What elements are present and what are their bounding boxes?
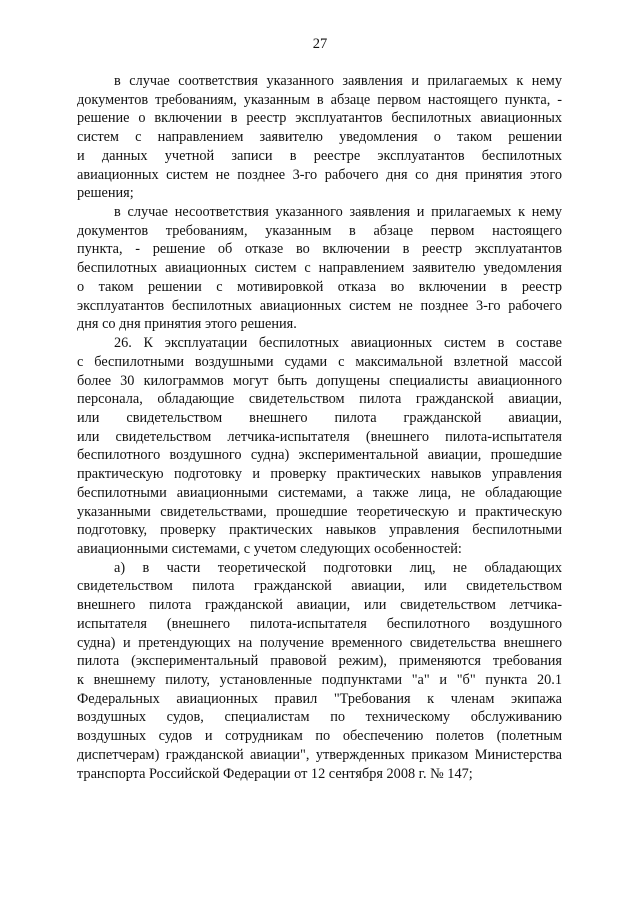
- text-line: беспилотного воздушного судна) экспериментальной авиации, прошедшие: [77, 447, 562, 464]
- text-line: или свидетельством внешнего пилота гражданской авиации,: [77, 409, 562, 426]
- text-line: о таком решении с мотивировкой отказа во включении в реестр: [77, 278, 562, 295]
- text-line: к внешнему пилоту, установленные подпунктами "а" и "б" пункта 20.1: [77, 672, 562, 688]
- text-line: испытателя (внешнего пилота-испытателя беспилотного воздушного: [77, 615, 562, 632]
- text-line: указанными свидетельствами, прошедшие теоретическую и практическую: [77, 503, 562, 520]
- text-line: транспорта Российской Федерации от 12 сентября 2008 г. № 147;: [77, 765, 473, 782]
- text-line: авиационными системами, с учетом следующих особенностей:: [77, 540, 462, 557]
- text-line: судна) и претендующих на получение временного свидетельства внешнего: [77, 634, 562, 651]
- text-line: более 30 килограммов могут быть допущены специалисты авиационного: [77, 372, 562, 389]
- text-line: дня со дня принятия этого решения.: [77, 316, 297, 333]
- text-line: в случае несоответствия указанного заявления и прилагаемых к нему: [114, 204, 562, 221]
- text-line: и данных учетной записи в реестре эксплуатантов беспилотных: [77, 147, 562, 164]
- text-line: или свидетельством летчика-испытателя (внешнего пилота-испытателя: [77, 428, 562, 445]
- text-line: персонала, обладающие свидетельством пилота гражданской авиации,: [77, 391, 562, 408]
- text-line: беспилотных авиационных систем с направлением заявителю уведомления: [77, 260, 562, 277]
- paragraph: [77, 334, 562, 559]
- text-line: Федеральных авиационных правил "Требования к членам экипажа: [77, 690, 562, 707]
- document-body: [77, 72, 562, 783]
- paragraph: [77, 559, 562, 784]
- text-line: свидетельством пилота гражданской авиации, или свидетельством: [77, 578, 562, 595]
- text-line: воздушных судов и сотрудникам по обеспечению полетов (полетным: [77, 728, 562, 745]
- text-line: внешнего пилота гражданской авиации, или свидетельством летчика-: [77, 597, 562, 614]
- text-line: 26. К эксплуатации беспилотных авиационных систем в составе: [114, 335, 562, 352]
- text-line: а) в части теоретической подготовки лиц, не обладающих: [114, 559, 562, 576]
- text-line: с беспилотными воздушными судами с максимальной взлетной массой: [77, 353, 562, 370]
- text-line: подготовку, проверку практических навыков управления беспилотными: [77, 522, 562, 539]
- text-line: документов требованиям, указанным в абзаце первом настоящего: [77, 222, 562, 239]
- text-line: воздушных судов, специалистам по техническому обслуживанию: [77, 709, 562, 726]
- text-line: эксплуатантов беспилотных авиационных систем не позднее 3-го рабочего: [77, 297, 562, 314]
- page-number: 27: [312, 36, 328, 52]
- paragraph: [77, 203, 562, 334]
- text-line: документов требованиям, указанным в абзаце первом настоящего пункта, -: [77, 91, 562, 108]
- text-line: решение о включении в реестр эксплуатантов беспилотных авиационных: [77, 110, 562, 127]
- text-line: диспетчерам) гражданской авиации", утвержденных приказом Министерства: [77, 746, 562, 763]
- text-line: систем с направлением заявителю уведомления о таком решении: [77, 129, 562, 146]
- paragraph: [77, 72, 562, 203]
- text-line: авиационных систем не позднее 3-го рабочего дня со дня принятия этого: [77, 166, 562, 183]
- text-line: практическую подготовку и проверку практических навыков управления: [77, 466, 562, 483]
- text-line: беспилотными авиационными системами, а также лица, не обладающие: [77, 484, 562, 501]
- text-line: в случае соответствия указанного заявления и прилагаемых к нему: [114, 73, 562, 89]
- text-line: пункта, - решение об отказе во включении в реестр эксплуатантов: [77, 241, 562, 258]
- text-line: решения;: [77, 185, 134, 202]
- text-line: пилота (экспериментальный правовой режим), применяются требования: [77, 653, 562, 670]
